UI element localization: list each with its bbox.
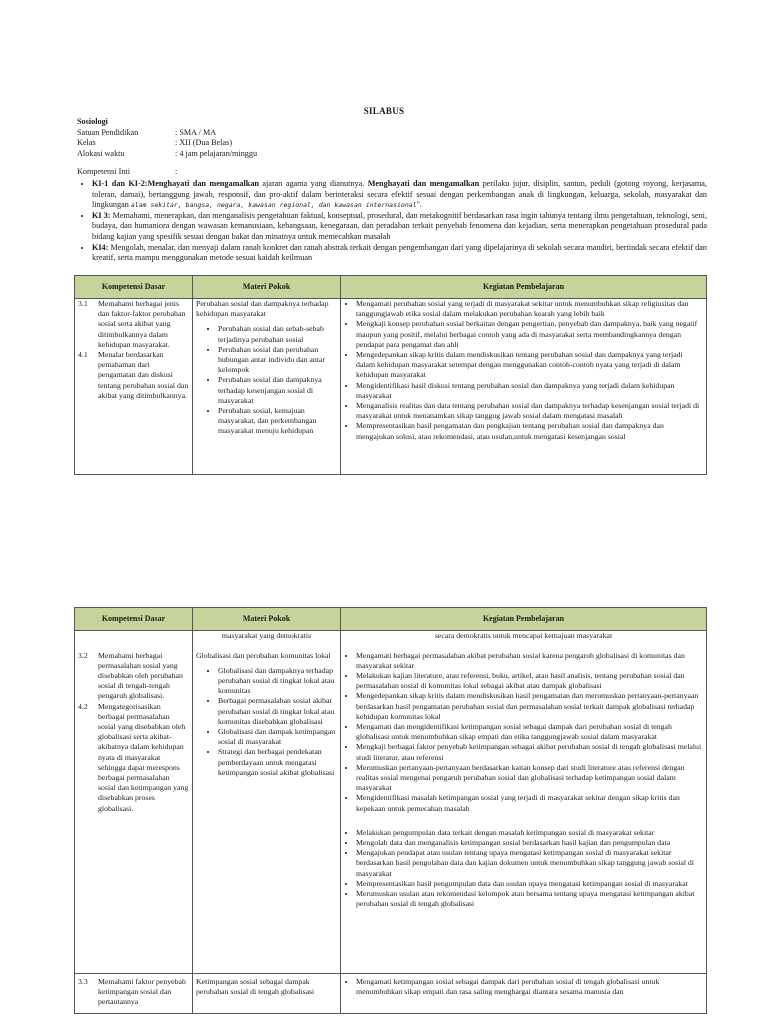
list-item: • Mengamati perubahan sosial yang terjadi di masyarakat sekitar untuk menumbuhkan sikap religiusitas dan tanggungjawab etika sosial dalam melakukan perubahan kearah yang lebih baik <box>356 299 703 319</box>
kd-item: 3.1 Memahami berbagai jenis dan faktor-faktor perubahan sosial serta akibat yang ditimbulkannya dalam kehidupan masyarakat. <box>78 299 186 349</box>
kp-list-continued <box>344 828 703 910</box>
kd-item: 3.2 Memahami berbagai permasalahan sosial yang disebabkan oleh perubahan sosial di tengah-tengah pengaruh globalisasi. <box>78 650 183 701</box>
mp-cell <box>193 299 341 475</box>
kd-cell <box>75 299 193 475</box>
field-row: Alokasi waktu : 4 jam pelajaran/minggu <box>77 148 258 158</box>
list-item: • Berbagai permasalahan sosial akibat perubahan sosial di tingkat lokal atau komunitas disebabkan globalisasi <box>218 696 337 727</box>
list-item: • Mengedepankan sikap kritis dalam mendiskusikan hasil pengamatan dan merumuskan pertanyaan-pertanyaan berdasarkan hasil pengamatan perubahan sosial dan permasalahan sosial terkait dampak globalisasi terhadap kehidupan komunitas lokal <box>356 691 703 722</box>
kd-item: 3.3 Memahami faktor penyebab ketimpangan sosial dan pertautannya <box>78 977 186 1007</box>
list-item: • Globalisasi dan dampaknya terhadap perubahan sosial di tingkat lokal atau komunitas <box>218 666 337 697</box>
header-kegiatan-pembelajaran: Kegiatan Pembelajaran <box>341 608 707 631</box>
list-item: • Perubahan sosial dan perubahan hubungan antar individu dan antar kelompok <box>218 345 337 376</box>
list-item: • Mempresentasikan hasil pengamatan dan pengkajian tentang perubahan sosial dan dampaknya dan mengajukan solusi, atau rekomendasi, atau usulan,untuk mengatasi kesenjangan sosial <box>356 421 703 441</box>
list-item: • Merumuskan pertanyaan-pertanyaan berdasarkan kaitan konsep dari studi literature atau referensi dengan realitas sosial mengenai pengaruh perubahan sosial dan globalisasi terhadap ketimpangan sosial dalam masyarakat <box>356 763 703 794</box>
field-row: Kelas : XII (Dua Belas) <box>77 138 233 148</box>
handwritten-insert: alam sekitar, bangsa, negara, kawasan regional, dan kawasan internasional <box>130 201 417 210</box>
header-kompetensi-dasar: Kompetensi Dasar <box>75 276 193 299</box>
list-item: • Mengkaji konsep perubahan sosial berkaitan dengan pengertian, penyebab dan dampaknya, baik yang negatif maupun yang positif, melalui berbagai contoh yang ada di masyarakat serta membandingkannya dengan pendapat para pengamat dan ahli <box>356 319 703 350</box>
syllabus-table-1 <box>74 275 707 475</box>
mp-cell <box>193 648 341 974</box>
list-item: • Mengamati berbagai permasalahan akibat perubahan sosial karena pengaruh globalisasi di komunitas dan masyarakat sekitar <box>356 651 703 671</box>
header-materi-pokok: Materi Pokok <box>193 608 341 631</box>
list-item: • Melakukan pengumpulan data terkait dengan masalah ketimpangan sosial di masyarakat sekitar <box>356 828 703 838</box>
header-materi-pokok: Materi Pokok <box>193 276 341 299</box>
kp-list <box>344 299 703 442</box>
mp-intro: Globalisasi dan perubahan komunitas lokal <box>196 650 331 660</box>
core-competence-label: Kompetensi Inti : <box>77 167 178 177</box>
kp-cell <box>341 299 707 475</box>
list-item: • Mengidentifikasi masalah ketimpangan sosial yang terjadi di masyarakat sekitar dengan sikap kritis dan kepekaan untuk pemecahan masalah <box>356 793 703 813</box>
kd-item: 4.1 Menalar berdasarkan pemahaman dari pengamatan dan diskusi tentang perubahan sosial dan akibat yang ditimbulkannya. <box>78 350 189 400</box>
syllabus-header <box>77 117 707 264</box>
document-title: SILABUS <box>363 106 405 116</box>
list-item: • Mengamati ketimpangan sosial sebagai dampak dari perubahan sosial di tengah globalisasi untuk menumbuhkan sikap empati dan rasa saling menghargai diantara sesama manusia dan <box>356 977 703 997</box>
kp-continuation: secara demokratis untuk mencapai kemajuan masyarakat <box>341 631 707 648</box>
mp-continuation: masyarakat yang demokratis <box>193 631 341 648</box>
core-competence-list <box>77 179 707 264</box>
list-item: • Strategi dan berbagai pendekatan pemberdayaan untuk mengatasi ketimpangan sosial akibat globalisasi <box>218 747 337 778</box>
kd-cell <box>75 648 193 974</box>
list-item: • Mengajukan pendapat atau usulan tentang upaya mengatasi ketimpangan sosial di masyarakat sekitar berdasarkan hasil pengolahan data dan kajian dokumen untuk menumbuhkan sikap tanggung jawab sosial di masyarakat <box>356 848 703 879</box>
list-item: • Mengamati dan mengidentifikasi ketimpangan sosial sebagai dampak dari perubahan sosial di tengah globalisasi untuk menumbuhkan sikap empati dan etika tanggungjawab sosial dalam masyarakat <box>356 722 703 742</box>
kd-cell <box>75 974 193 1014</box>
mp-cell <box>193 974 341 1014</box>
mp-list <box>196 666 337 778</box>
ki-item: • KI-1 dan KI-2:Menghayati dan mengamalkan ajaran agama yang dianutnya. Menghayati dan mengamalkan perilaku jujur, disiplin, santun, peduli (gotong royong, kerjasama, toleran, damai), bertanggung jawab, responsif, dan pro-aktif dalam berinteraksi secara efektif sesuai dengan perkembangan anak di lingkungan, keluarga, sekolah, masyarakat dan lingkungan alam sekitar, bangsa, negara, kawasan regional, dan kawasan internasional". <box>92 179 707 211</box>
list-item: • Mengedepankan sikap kritis dalam mendiskusikan tentang perubahan sosial dan dampaknya yang terjadi dalam kehidupan masyarakat setempat dengan menggunakan contoh-contoh nyata yang terjadi di dalam kehidupan masyarakat <box>356 350 703 381</box>
kp-list <box>344 651 703 814</box>
list-item: • Mengkaji berbagai faktor penyebab ketimpangan sebagai akibat perubahan sosial di tengah globalisasi melalui studi literatur, atau referensi <box>356 742 703 762</box>
kp-list <box>344 977 703 997</box>
mp-intro: Ketimpangan sosial sebagai dampak perubahan sosial di tengah globalisasi <box>196 977 315 997</box>
header-kompetensi-dasar: Kompetensi Dasar <box>75 608 193 631</box>
list-item: • Mengolah data dan menganalisis ketimpangan sosial berdasarkan hasil kajian dan pengumpulan data <box>356 838 703 848</box>
mp-intro: Perubahan sosial dan dampaknya terhadap kehidupan masyarakat <box>196 299 329 319</box>
mp-list <box>196 324 337 436</box>
list-item: • Menganalisis realitas dan data tentang perubahan sosial dan dampaknya terhadap kesenjangan sosial terjadi di masyarakat untuk menanamkan sikap tanggug jawab sosial dalam mengatasi masalah <box>356 401 703 421</box>
list-item: • Globalisasi dan dampak ketimpangan sosial di masyarakat <box>218 727 337 747</box>
kd-item: 4.2 Mengategorisasikan berbagai permasalahan sosial yang disebabkan oleh globalisasi serta akibat-akibatnya dalam kehidupan nyata di masyarakat sehingga dapat merespons berbagai permasalahan sosial dan ketimpangan yang disebabkan proses globalisasi. <box>78 701 189 813</box>
subject-name: Sosiologi <box>77 117 108 126</box>
list-item: • Perubahan sosial dan sebab-sebab terjadinya perubahan sosial <box>218 324 337 344</box>
header-kegiatan-pembelajaran: Kegiatan Pembelajaran <box>341 276 707 299</box>
list-item: • Mengidentifikasi hasil diskusi tentang perubahan sosial dan dampaknya yang terjadi dalam kehidupan masyarakat <box>356 381 703 401</box>
list-item: • Perubahan sosial dan dampaknya terhadap kesenjangan sosial di masyarakat <box>218 375 337 406</box>
list-item: • Merumuskan usulan atau rekomendasi kelompok atau bersama tentang upaya mengatasi ketimpangan akibat perubahan sosial di tengah globalisasi <box>356 889 703 909</box>
list-item: • Melakukan kajian literature, atau referensi, buku, artikel, atau hasil analisis, tentang perubahan sosial dan permasalahan sosial di komunitas lokal sebagai akibat atau dampak globalisasi <box>356 671 703 691</box>
ki-item: • KI 3: Memahami, menerapkan, dan menganalisis pengetahuan faktual, konseptual, prosedural, dan metakognitif berdasarkan rasa ingin tahunya tentang ilmu pengetahuan, teknologi, seni, budaya, dan humaniora dengan wawasan kemanusiaan, kebangsaan, kenegaraan, dan peradaban terkait penyebab fenomena dan kejadian, serta menerapkan pengetahuan prosedural pada bidang kajian yang spesifik sesuai dengan bakat dan minatnya untuk memecahkan masalah <box>92 211 707 243</box>
ki-item: • KI4: Mengolah, menalar, dan menyaji dalam ranah konkret dan ranah abstrak terkait dengan pengembangan dari yang dipelajarinya di sekolah secara mandiri, bertindak secara efektif dan kreatif, serta mampu menggunakan metode sesuai kaidah keilmuan <box>92 243 707 264</box>
field-row: Satuan Pendidikan : SMA / MA <box>77 127 217 137</box>
syllabus-table-2 <box>74 607 707 1014</box>
kp-cell <box>341 974 707 1014</box>
kp-cell <box>341 648 707 974</box>
list-item: • Perubahan sosial, kemajuan masyarakat, dan perkembangan masyarakat menuju kehidupan <box>218 406 337 437</box>
list-item: • Mempresentasikan hasil pengumpulan data dan usulan upaya mengatasi ketimpangan sosial di masyarakat <box>356 879 703 889</box>
